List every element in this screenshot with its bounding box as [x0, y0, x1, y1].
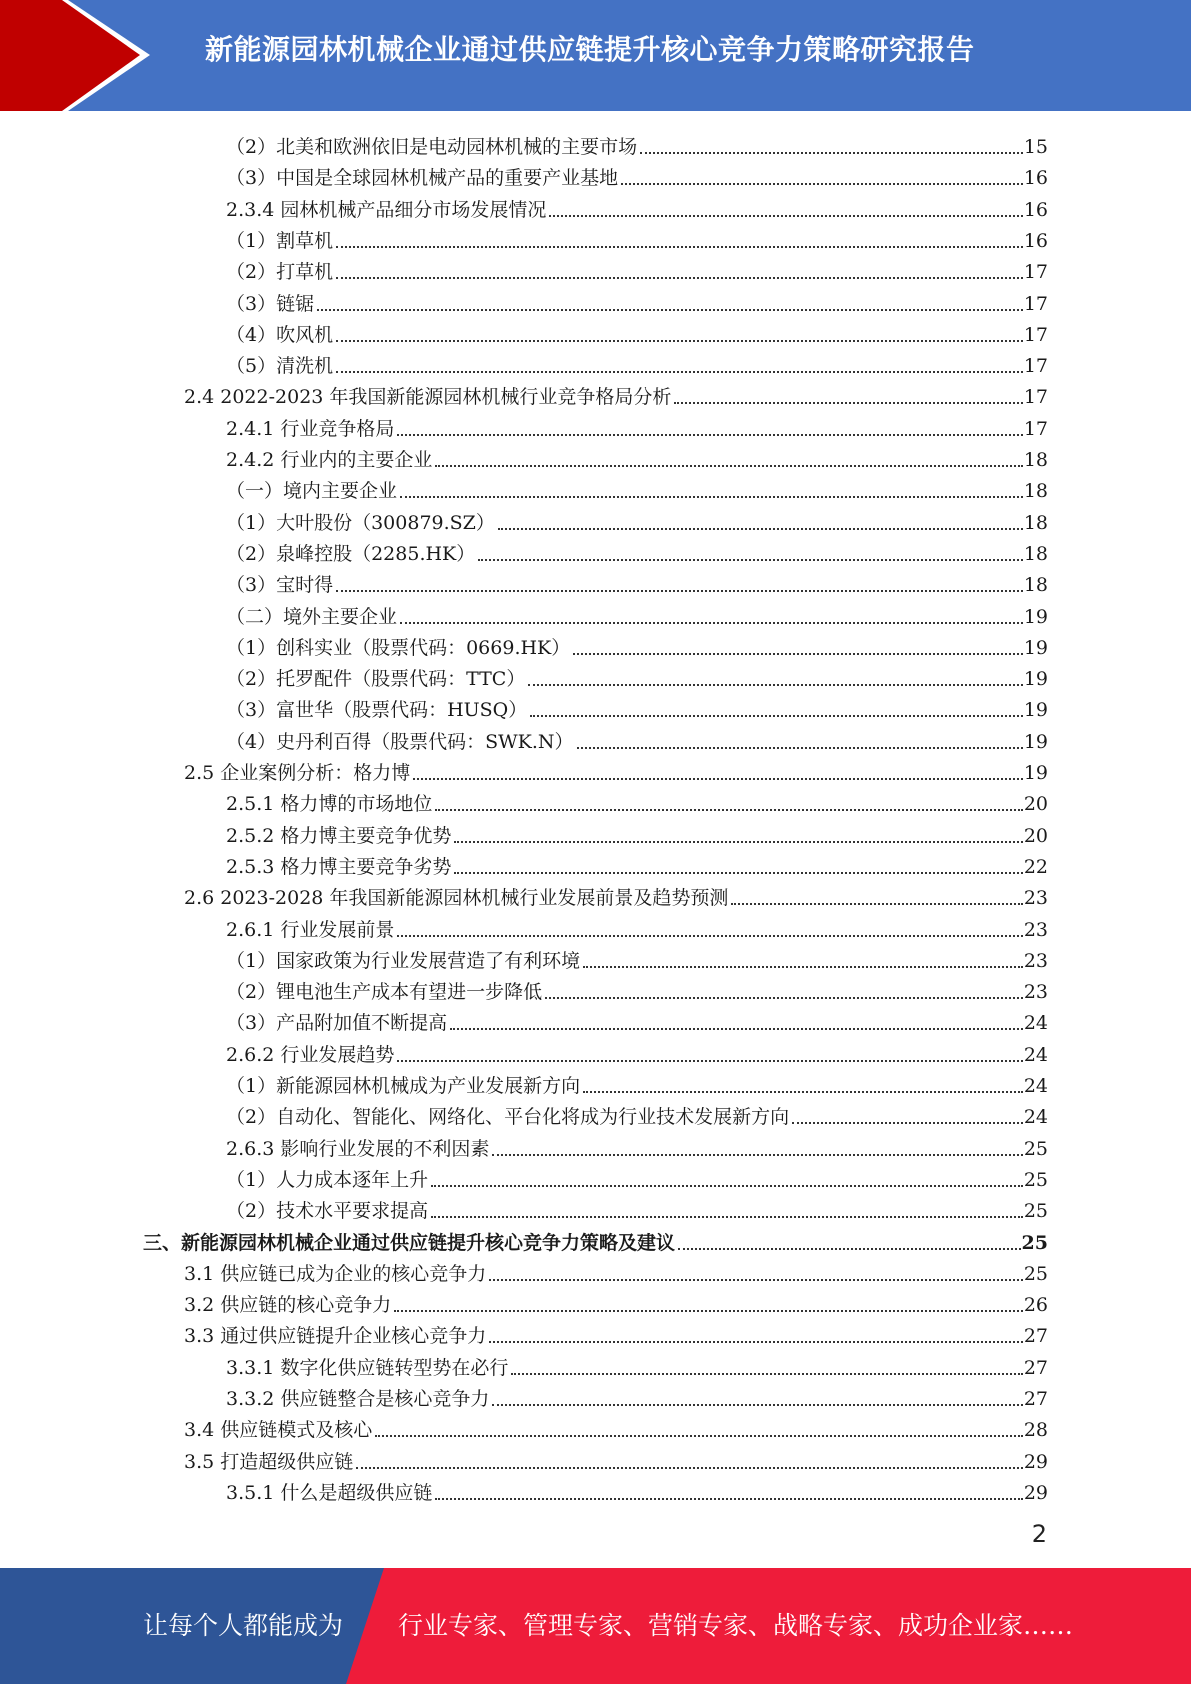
toc-dot-leader — [435, 464, 1022, 467]
toc-entry[interactable] — [184, 378, 1048, 409]
toc-entry-label: （1）割草机 — [226, 229, 334, 252]
toc-entry[interactable] — [184, 1317, 1048, 1348]
toc-entry-page: 24 — [1023, 1106, 1048, 1129]
toc-dot-leader — [545, 996, 1023, 999]
toc-entry[interactable] — [226, 723, 1048, 754]
toc-entry-label: 2.6 2023-2028 年我国新能源园林机械行业发展前景及趋势预测 — [184, 887, 729, 910]
toc-entry-page: 25 — [1021, 1231, 1048, 1254]
toc-entry-label: （1）大叶股份（300879.SZ） — [226, 511, 495, 534]
toc-entry-label: 2.6.3 影响行业发展的不利因素 — [226, 1137, 490, 1160]
toc-dot-leader — [583, 965, 1023, 968]
toc-entry-page: 22 — [1023, 855, 1048, 878]
toc-entry-label: （2）自动化、智能化、网络化、平台化将成为行业技术发展新方向 — [226, 1106, 790, 1129]
toc-entry-page: 17 — [1023, 261, 1048, 284]
toc-entry-page: 18 — [1023, 574, 1048, 597]
toc-entry[interactable] — [226, 598, 1048, 629]
toc-entry-label: 3.3.1 数字化供应链转型势在必行 — [226, 1356, 509, 1379]
toc-entry-page: 17 — [1023, 292, 1048, 315]
toc-entry-label: 3.5 打造超级供应链 — [184, 1450, 354, 1473]
toc-entry-page: 29 — [1023, 1450, 1048, 1473]
toc-entry-label: 2.5.3 格力博主要竞争劣势 — [226, 855, 452, 878]
toc-dot-leader — [498, 527, 1023, 530]
toc-dot-leader — [375, 1434, 1023, 1437]
toc-entry-page: 19 — [1023, 762, 1048, 784]
toc-dot-leader — [397, 1059, 1022, 1062]
toc-entry-label: （2）泉峰控股（2285.HK） — [226, 542, 476, 565]
toc-entry[interactable] — [226, 1098, 1048, 1129]
toc-dot-leader — [394, 1309, 1023, 1312]
toc-entry-page: 18 — [1023, 449, 1048, 471]
toc-entry[interactable] — [226, 1161, 1048, 1192]
toc-dot-leader — [431, 1184, 1023, 1187]
toc-entry[interactable] — [226, 942, 1048, 973]
toc-entry[interactable] — [226, 285, 1048, 316]
toc-entry-page: 19 — [1023, 605, 1048, 628]
toc-entry[interactable] — [226, 535, 1048, 566]
toc-entry[interactable] — [226, 1036, 1048, 1067]
toc-entry[interactable] — [184, 1286, 1048, 1317]
toc-dot-leader — [317, 308, 1023, 311]
page-header — [0, 0, 1191, 111]
toc-entry-label: （4）史丹利百得（股票代码：SWK.N） — [226, 730, 574, 753]
toc-entry-page: 23 — [1023, 949, 1048, 972]
chevron-banner-icon — [0, 0, 160, 111]
toc-entry-page: 24 — [1023, 1075, 1048, 1097]
toc-entry-page: 17 — [1023, 355, 1048, 378]
toc-entry-label: （3）中国是全球园林机械产品的重要产业基地 — [226, 167, 619, 190]
toc-entry-page: 23 — [1023, 887, 1048, 910]
toc-dot-leader — [435, 1497, 1022, 1500]
toc-entry[interactable] — [226, 785, 1048, 816]
toc-dot-leader — [674, 401, 1022, 404]
toc-entry-label: （3）宝时得 — [226, 574, 334, 597]
toc-entry-page: 19 — [1023, 668, 1048, 691]
toc-dot-leader — [336, 245, 1023, 248]
toc-entry[interactable] — [226, 1067, 1048, 1098]
toc-dot-leader — [400, 495, 1023, 498]
toc-entry[interactable] — [226, 848, 1048, 879]
toc-dot-leader — [731, 902, 1022, 905]
toc-entry-page: 25 — [1023, 1262, 1048, 1285]
toc-entry-page: 15 — [1023, 136, 1048, 158]
toc-entry[interactable] — [184, 754, 1048, 785]
toc-entry-label: 三、新能源园林机械企业通过供应链提升核心竞争力策略及建议 — [143, 1231, 676, 1254]
toc-entry-label: 2.6.2 行业发展趋势 — [226, 1043, 395, 1066]
toc-entry-label: 2.3.4 园林机械产品细分市场发展情况 — [226, 198, 547, 221]
toc-entry[interactable] — [226, 1349, 1048, 1380]
toc-dot-leader — [478, 558, 1023, 561]
footer-slogan-left: 让每个人都能成为 — [143, 1611, 344, 1640]
toc-entry[interactable] — [226, 222, 1048, 253]
toc-entry-label: （1）人力成本逐年上升 — [226, 1168, 429, 1191]
toc-entry-page: 20 — [1023, 793, 1048, 816]
toc-entry-label: 2.5.2 格力博主要竞争优势 — [226, 824, 452, 847]
footer-slogan-right: 行业专家、管理专家、营销专家、战略专家、成功企业家…… — [398, 1611, 1074, 1640]
toc-entry[interactable] — [226, 1380, 1048, 1411]
toc-dot-leader — [640, 151, 1023, 154]
toc-entry-page: 16 — [1023, 229, 1048, 252]
toc-entry-label: （1）国家政策为行业发展营造了有利环境 — [226, 949, 581, 972]
toc-entry[interactable] — [226, 316, 1048, 347]
toc-entry[interactable] — [226, 566, 1048, 597]
toc-entry[interactable] — [226, 253, 1048, 284]
toc-dot-leader — [397, 934, 1022, 937]
toc-entry[interactable] — [226, 441, 1048, 472]
toc-entry-label: （3）产品附加值不断提高 — [226, 1012, 448, 1035]
toc-entry-page: 27 — [1023, 1325, 1048, 1348]
toc-entry[interactable] — [184, 1411, 1048, 1442]
toc-dot-leader — [435, 808, 1022, 811]
toc-dot-leader — [530, 714, 1023, 717]
toc-entry-label: 2.6.1 行业发展前景 — [226, 918, 395, 941]
toc-entry-page: 18 — [1023, 480, 1048, 503]
toc-entry-page: 27 — [1023, 1388, 1048, 1410]
toc-dot-leader — [454, 840, 1022, 843]
toc-entry[interactable] — [226, 410, 1048, 441]
toc-entry-label: 2.4 2022-2023 年我国新能源园林机械行业竞争格局分析 — [184, 386, 672, 409]
toc-entry-page: 16 — [1023, 167, 1048, 190]
toc-entry-page: 24 — [1023, 1012, 1048, 1035]
toc-entry-page: 18 — [1023, 511, 1048, 534]
toc-entry[interactable] — [226, 817, 1048, 848]
toc-dot-leader — [336, 339, 1023, 342]
toc-entry-label: 3.5.1 什么是超级供应链 — [226, 1481, 433, 1504]
toc-entry[interactable] — [226, 504, 1048, 535]
toc-entry[interactable] — [226, 691, 1048, 722]
toc-dot-leader — [792, 1121, 1023, 1124]
toc-dot-leader — [489, 1340, 1023, 1343]
toc-entry-label: 2.5.1 格力博的市场地位 — [226, 793, 433, 816]
toc-entry-page: 19 — [1023, 699, 1048, 722]
toc-dot-leader — [549, 214, 1022, 217]
toc-entry[interactable] — [226, 629, 1048, 660]
toc-entry-label: 3.3.2 供应链整合是核心竞争力 — [226, 1388, 490, 1410]
toc-entry[interactable] — [226, 1474, 1048, 1505]
toc-entry-page: 19 — [1023, 730, 1048, 753]
toc-entry-page: 19 — [1023, 636, 1048, 659]
toc-entry[interactable] — [226, 911, 1048, 942]
toc-entry-page: 18 — [1023, 542, 1048, 565]
toc-entry-page: 20 — [1023, 824, 1048, 847]
toc-entry-page: 25 — [1023, 1200, 1048, 1223]
toc-entry-label: （5）清洗机 — [226, 355, 334, 378]
toc-dot-leader — [489, 1278, 1023, 1281]
toc-dot-leader — [356, 1466, 1023, 1469]
toc-dot-leader — [413, 777, 1023, 780]
toc-entry-page: 25 — [1023, 1168, 1048, 1191]
toc-entry-label: 3.4 供应链模式及核心 — [184, 1419, 373, 1442]
page-footer — [0, 1568, 1191, 1684]
toc-entry-label: 3.3 通过供应链提升企业核心竞争力 — [184, 1325, 487, 1348]
toc-dot-leader — [577, 746, 1023, 749]
toc-entry-page: 17 — [1023, 386, 1048, 409]
toc-entry[interactable] — [226, 973, 1048, 1004]
toc-entry[interactable] — [226, 660, 1048, 691]
toc-entry-page: 17 — [1023, 417, 1048, 440]
toc-dot-leader — [583, 1090, 1023, 1093]
toc-dot-leader — [431, 1215, 1023, 1218]
toc-entry-label: （2）锂电池生产成本有望进一步降低 — [226, 981, 543, 1004]
toc-dot-leader — [450, 1027, 1023, 1030]
toc-entry-label: （2）托罗配件（股票代码：TTC） — [226, 668, 526, 691]
toc-entry[interactable] — [226, 1130, 1048, 1161]
toc-entry-page: 23 — [1023, 981, 1048, 1004]
toc-dot-leader — [454, 871, 1022, 874]
toc-entry-label: （4）吹风机 — [226, 323, 334, 346]
toc-dot-leader — [336, 589, 1023, 592]
toc-entry[interactable] — [226, 472, 1048, 503]
report-title: 新能源园林机械企业通过供应链提升核心竞争力策略研究报告 — [205, 33, 975, 66]
toc-dot-leader — [492, 1153, 1022, 1156]
toc-entry[interactable] — [184, 1255, 1048, 1286]
toc-dot-leader — [573, 652, 1023, 655]
toc-entry-label: （1）创科实业（股票代码：0669.HK） — [226, 636, 571, 659]
toc-dot-leader — [511, 1372, 1022, 1375]
toc-dot-leader — [400, 621, 1023, 624]
toc-entry[interactable] — [226, 128, 1048, 159]
toc-entry-page: 16 — [1023, 198, 1048, 221]
page-number: 2 — [1031, 1520, 1047, 1548]
toc-entry-label: （3）链锯 — [226, 292, 315, 315]
toc-dot-leader — [621, 182, 1023, 185]
toc-entry-label: 3.2 供应链的核心竞争力 — [184, 1294, 392, 1317]
toc-entry-label: （二）境外主要企业 — [226, 605, 398, 628]
toc-dot-leader — [336, 276, 1023, 279]
toc-entry[interactable] — [226, 191, 1048, 222]
toc-entry-label: （1）新能源园林机械成为产业发展新方向 — [226, 1075, 581, 1097]
toc-dot-leader — [492, 1403, 1022, 1406]
toc-entry-label: （2）技术水平要求提高 — [226, 1200, 429, 1223]
toc-entry-page: 24 — [1023, 1043, 1048, 1066]
toc-entry-label: （一）境内主要企业 — [226, 480, 398, 503]
toc-dot-leader — [528, 683, 1022, 686]
toc-entry-page: 28 — [1023, 1419, 1048, 1442]
toc-dot-leader — [336, 370, 1023, 373]
toc-entry-label: 2.4.2 行业内的主要企业 — [226, 449, 433, 471]
toc-entry-page: 26 — [1023, 1294, 1048, 1317]
toc-entry-label: 2.4.1 行业竞争格局 — [226, 417, 395, 440]
toc-entry-page: 27 — [1023, 1356, 1048, 1379]
toc-entry-label: （2）打草机 — [226, 261, 334, 284]
toc-dot-leader — [397, 433, 1022, 436]
toc-dot-leader — [678, 1247, 1021, 1250]
toc-entry[interactable] — [143, 1224, 1048, 1255]
toc-entry[interactable] — [184, 879, 1048, 910]
toc-entry-label: （3）富世华（股票代码：HUSQ） — [226, 699, 528, 722]
toc-entry-page: 23 — [1023, 918, 1048, 941]
toc-entry-page: 17 — [1023, 323, 1048, 346]
toc-entry-label: 2.5 企业案例分析：格力博 — [184, 762, 411, 784]
toc-entry[interactable] — [226, 1192, 1048, 1223]
toc-entry[interactable] — [226, 347, 1048, 378]
toc-entry-page: 25 — [1023, 1137, 1048, 1160]
toc-entry[interactable] — [226, 159, 1048, 190]
toc-entry-label: （2）北美和欧洲依旧是电动园林机械的主要市场 — [226, 136, 638, 158]
toc-entry[interactable] — [226, 1004, 1048, 1035]
toc-entry[interactable] — [184, 1443, 1048, 1474]
toc-entry-label: 3.1 供应链已成为企业的核心竞争力 — [184, 1262, 487, 1285]
toc-entry-page: 29 — [1023, 1481, 1048, 1504]
